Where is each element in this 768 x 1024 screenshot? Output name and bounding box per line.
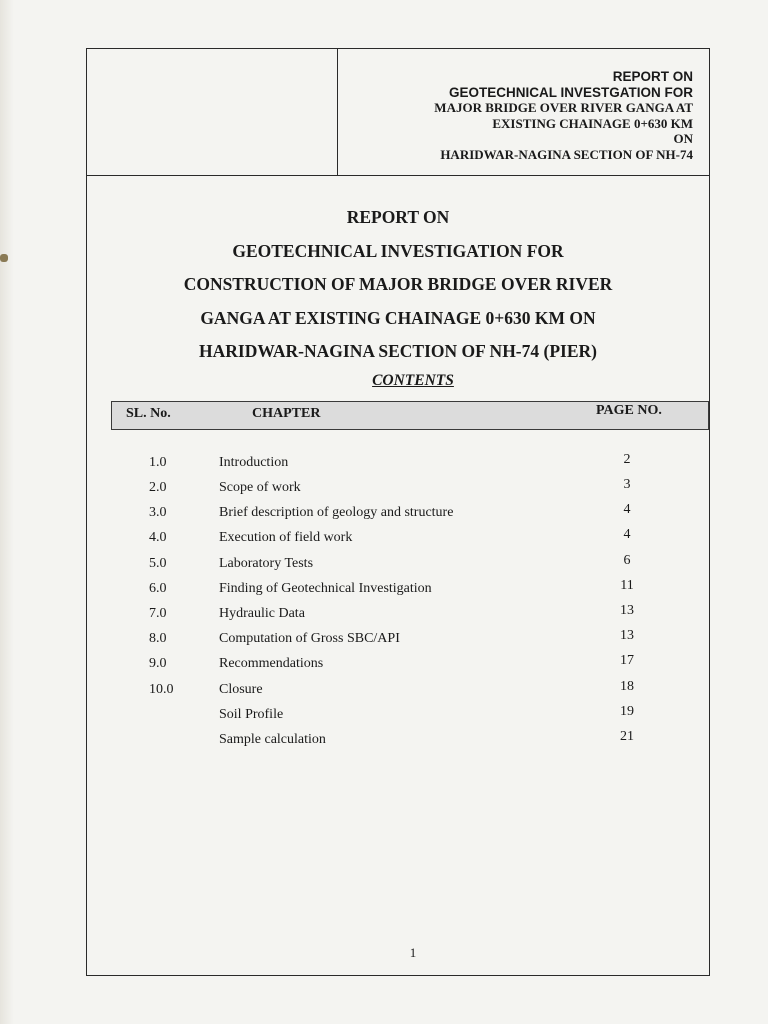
toc-number: 5.0 <box>149 556 167 571</box>
toc-row <box>87 452 709 477</box>
toc-page: 4 <box>623 502 631 517</box>
toc-title: Execution of field work <box>219 530 353 545</box>
title-line: GANGA AT EXISTING CHAINAGE 0+630 KM ON <box>200 307 596 328</box>
toc-page: 18 <box>620 679 634 694</box>
toc-page: 13 <box>620 603 634 618</box>
toc-page: 2 <box>623 452 631 467</box>
header-title-block <box>339 69 693 162</box>
header-row <box>87 49 709 176</box>
column-header-sl-no: SL. No. <box>126 406 171 421</box>
toc-row <box>87 653 709 678</box>
title-line: CONSTRUCTION OF MAJOR BRIDGE OVER RIVER <box>183 274 613 294</box>
toc-row <box>87 527 709 552</box>
toc-number: 9.0 <box>149 656 167 671</box>
contents-heading: CONTENTS <box>372 372 454 389</box>
toc-row <box>87 553 709 578</box>
header-logo-cell <box>87 49 338 175</box>
header-line: REPORT ON <box>612 69 693 84</box>
header-line: GEOTECHNICAL INVESTGATION FOR <box>448 84 693 100</box>
toc-number: 4.0 <box>149 530 167 545</box>
title-line: GEOTECHNICAL INVESTIGATION FOR <box>232 240 564 261</box>
page-number: 1 <box>409 945 417 960</box>
title-line: HARIDWAR-NAGINA SECTION OF NH-74 (PIER) <box>199 341 597 361</box>
toc-page: 17 <box>620 653 634 668</box>
toc-row <box>87 477 709 502</box>
toc-page: 11 <box>620 578 634 593</box>
toc-row <box>87 628 709 653</box>
toc-row <box>87 679 709 704</box>
toc-title: Closure <box>219 682 263 697</box>
toc-title: Recommendations <box>219 656 324 671</box>
toc-title: Scope of work <box>219 480 301 495</box>
toc-number: 2.0 <box>149 480 167 495</box>
toc-row <box>87 603 709 628</box>
toc-title: Introduction <box>219 455 289 470</box>
toc-number: 1.0 <box>149 455 167 470</box>
toc-page: 21 <box>620 729 634 744</box>
toc-title: Computation of Gross SBC/API <box>219 631 400 646</box>
toc-page: 4 <box>623 527 631 542</box>
toc-row <box>87 704 709 729</box>
toc-number: 6.0 <box>149 581 167 596</box>
toc-title: Laboratory Tests <box>219 556 314 571</box>
toc-row <box>87 729 709 754</box>
toc-title: Sample calculation <box>219 732 326 747</box>
header-line: ON <box>673 131 693 146</box>
column-header-chapter: CHAPTER <box>252 406 321 421</box>
toc-row <box>87 578 709 603</box>
toc-title: Soil Profile <box>219 707 284 722</box>
toc-number: 3.0 <box>149 505 167 520</box>
toc-title: Finding of Geotechnical Investigation <box>219 581 432 596</box>
toc-page: 3 <box>623 477 631 492</box>
document-frame <box>86 48 710 976</box>
toc-title: Brief description of geology and structure <box>219 505 454 520</box>
scan-mark <box>0 254 8 262</box>
toc-title: Hydraulic Data <box>219 606 305 621</box>
toc-page: 13 <box>620 628 634 643</box>
toc-page: 6 <box>623 553 631 568</box>
toc-row <box>87 502 709 527</box>
toc-number: 10.0 <box>149 682 174 697</box>
report-title <box>87 201 709 369</box>
contents-table-header <box>111 401 709 430</box>
header-line: EXISTING CHAINAGE 0+630 KM <box>492 115 693 131</box>
title-line: REPORT ON <box>346 207 450 227</box>
column-header-page-no: PAGE NO. <box>596 403 662 418</box>
toc-page: 19 <box>620 704 634 719</box>
scan-edge-shadow <box>0 0 14 1024</box>
toc-number: 7.0 <box>149 606 167 621</box>
toc-number: 8.0 <box>149 631 167 646</box>
header-line: HARIDWAR-NAGINA SECTION OF NH-74 <box>440 146 693 162</box>
header-line: MAJOR BRIDGE OVER RIVER GANGA AT <box>434 100 693 115</box>
